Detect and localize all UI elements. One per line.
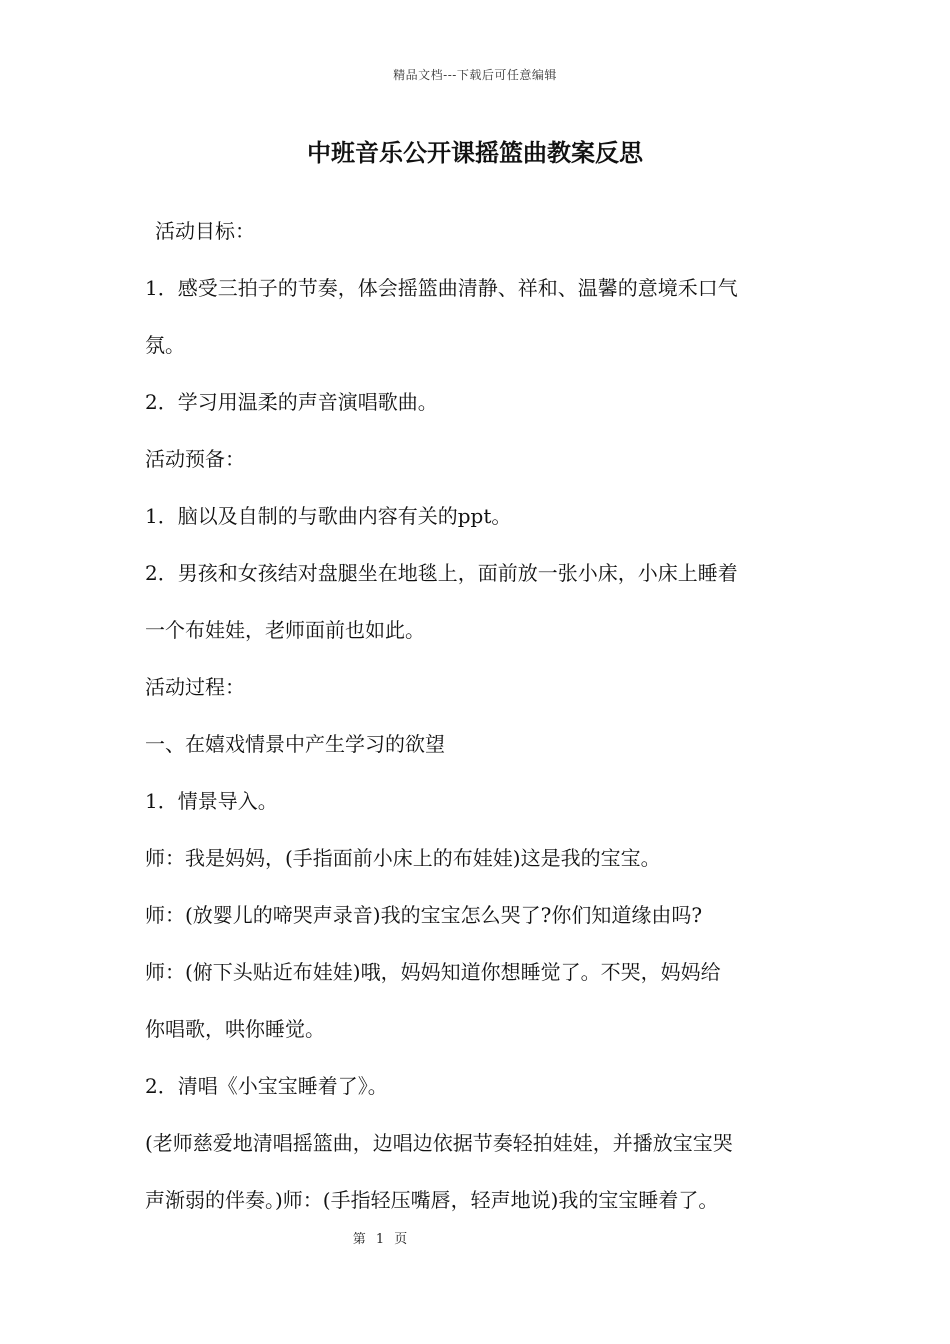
paragraph-line: 氛。 — [145, 333, 185, 357]
page-footer — [0, 1228, 760, 1247]
paragraph-line: 你唱歌，哄你睡觉。 — [145, 1017, 325, 1041]
paragraph-line: 2．学习用温柔的声音演唱歌曲。 — [145, 390, 438, 414]
paragraph-line: (老师慈爱地清唱摇篮曲，边唱边依据节奏轻拍娃娃，并播放宝宝哭 — [145, 1131, 733, 1155]
paragraph-line: 师：(放婴儿的啼哭声录音)我的宝宝怎么哭了?你们知道缘由吗? — [145, 903, 703, 927]
page-number-suffix: 页 — [394, 1232, 408, 1247]
document-title: 中班音乐公开课摇篮曲教案反思 — [307, 138, 643, 167]
paragraph-line: 2．清唱《小宝宝睡着了》。 — [145, 1074, 388, 1098]
paragraph-line: 一、在嬉戏情景中产生学习的欲望 — [145, 732, 445, 756]
paragraph-line: 1．感受三拍子的节奏，体会摇篮曲清静、祥和、温馨的意境禾口气 — [145, 276, 738, 300]
paragraph-line: 一个布娃娃，老师面前也如此。 — [145, 618, 425, 642]
paragraph-line: 1．情景导入。 — [145, 789, 278, 813]
page-number: 1 — [375, 1232, 385, 1247]
document-body — [145, 203, 810, 1229]
section-heading-preparation: 活动预备： — [145, 447, 245, 471]
paragraph-line: 1．脑以及自制的与歌曲内容有关的ppt。 — [145, 504, 512, 528]
paragraph-line: 声渐弱的伴奏。)师：(手指轻压嘴唇，轻声地说)我的宝宝睡着了。 — [145, 1188, 719, 1212]
page-header: 精品文档---下载后可任意编辑 — [393, 68, 557, 82]
paragraph-line: 师：我是妈妈，(手指面前小床上的布娃娃)这是我的宝宝。 — [145, 846, 661, 870]
section-heading-process: 活动过程： — [145, 675, 245, 699]
page-number-prefix: 第 — [352, 1232, 366, 1247]
paragraph-line: 师：(俯下头贴近布娃娃)哦，妈妈知道你想睡觉了。不哭，妈妈给 — [145, 960, 721, 984]
section-heading-goals: 活动目标： — [155, 219, 255, 243]
paragraph-line: 2．男孩和女孩结对盘腿坐在地毯上，面前放一张小床，小床上睡着 — [145, 561, 738, 585]
